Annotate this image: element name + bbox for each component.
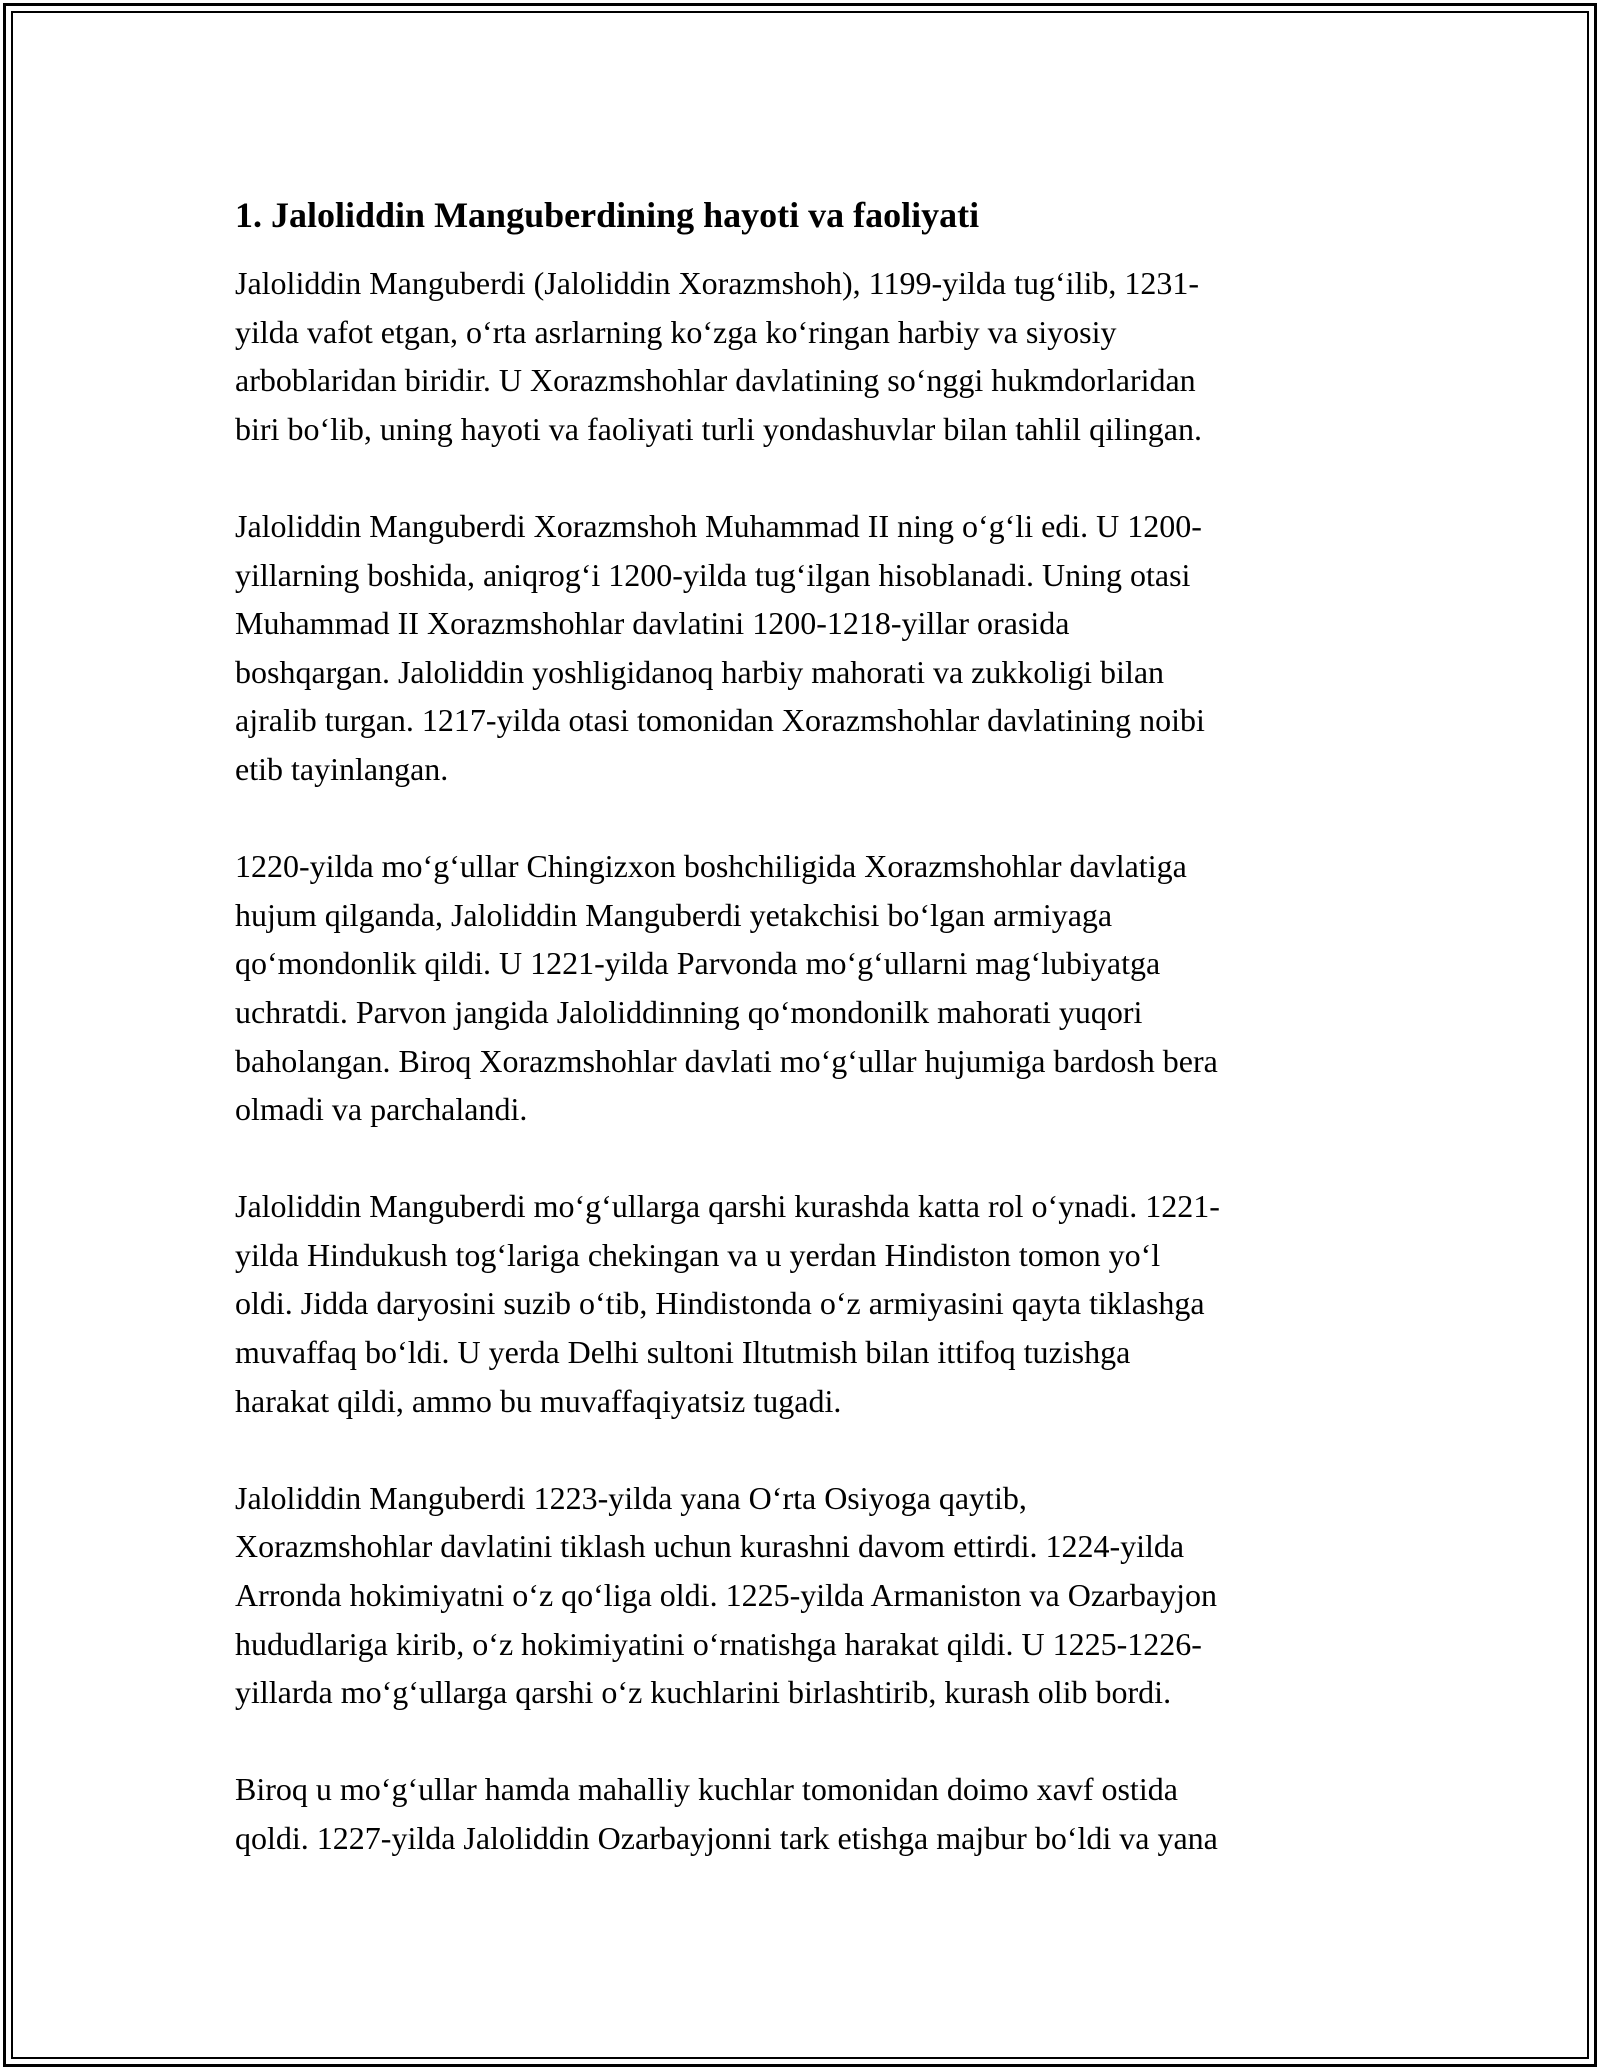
paragraph-line: Jaloliddin Manguberdi mo‘g‘ullarga qarshi kurashda katta rol o‘ynadi. 1221-	[235, 1188, 1220, 1225]
paragraph-line: yillarda mo‘g‘ullarga qarshi o‘z kuchlarini birlashtirib, kurash olib bordi.	[235, 1674, 1172, 1711]
paragraph-line: yilda vafot etgan, o‘rta asrlarning ko‘zga ko‘ringan harbiy va siyosiy	[235, 313, 1117, 350]
paragraph-line: Muhammad II Xorazmshohlar davlatini 1200-1218-yillar orasida	[235, 605, 1070, 642]
paragraph-line: baholangan. Biroq Xorazmshohlar davlati mo‘g‘ullar hujumiga bardosh bera	[235, 1042, 1218, 1079]
paragraph-line: qoldi. 1227-yilda Jaloliddin Ozarbayjonni tark etishga majbur bo‘ldi va yana	[235, 1820, 1218, 1856]
paragraph-line: etib tayinlangan.	[235, 750, 449, 787]
paragraph	[235, 1182, 1375, 1425]
paragraph-line: Jaloliddin Manguberdi 1223-yilda yana O‘rta Osiyoga qaytib,	[235, 1479, 1027, 1516]
paragraph-line: Biroq u mo‘g‘ullar hamda mahalliy kuchlar tomonidan doimo xavf ostida	[235, 1771, 1178, 1808]
paragraph-line: olmadi va parchalandi.	[235, 1091, 528, 1128]
paragraph	[235, 502, 1375, 794]
section-heading: 1. Jaloliddin Manguberdining hayoti va faoliyati	[235, 195, 980, 235]
paragraph-line: Jaloliddin Manguberdi Xorazmshoh Muhammad II ning o‘g‘li edi. U 1200-	[235, 507, 1202, 544]
paragraph-line: harakat qildi, ammo bu muvaffaqiyatsiz tugadi.	[235, 1382, 842, 1419]
paragraph-line: oldi. Jidda daryosini suzib o‘tib, Hindistonda o‘z armiyasini qayta tiklashga	[235, 1285, 1205, 1322]
paragraph-line: boshqargan. Jaloliddin yoshligidanoq harbiy mahorati va zukkoligi bilan	[235, 653, 1165, 690]
paragraph-line: uchratdi. Parvon jangida Jaloliddinning qo‘mondonilk mahorati yuqori	[235, 993, 1143, 1030]
paragraph-line: muvaffaq bo‘ldi. U yerda Delhi sultoni Iltutmish bilan ittifoq tuzishga	[235, 1334, 1131, 1371]
paragraph-line: yilda Hindukush tog‘lariga chekingan va u yerdan Hindiston tomon yo‘l	[235, 1236, 1161, 1273]
paragraph-line: Xorazmshohlar davlatini tiklash uchun kurashni davom ettirdi. 1224-yilda	[235, 1528, 1185, 1565]
document-body	[235, 185, 1375, 1911]
paragraph-line: Jaloliddin Manguberdi (Jaloliddin Xorazmshoh), 1199-yilda tug‘ilib, 1231-	[235, 265, 1199, 301]
paragraph-line: yillarning boshida, aniqrog‘i 1200-yilda tug‘ilgan hisoblanadi. Uning otasi	[235, 556, 1191, 593]
paragraph-line: Arronda hokimiyatni o‘z qo‘liga oldi. 1225-yilda Armaniston va Ozarbayjon	[235, 1577, 1217, 1614]
paragraph-line: hududlariga kirib, o‘z hokimiyatini o‘rnatishga harakat qildi. U 1225-1226-	[235, 1625, 1202, 1662]
paragraph-line: qo‘mondonlik qildi. U 1221-yilda Parvonda mo‘g‘ullarni mag‘lubiyatga	[235, 945, 1161, 982]
paragraph-list	[235, 259, 1375, 1863]
paragraph	[235, 1474, 1375, 1717]
paragraph-line: biri bo‘lib, uning hayoti va faoliyati turli yondashuvlar bilan tahlil qilingan.	[235, 410, 1202, 447]
paragraph-line: hujum qilganda, Jaloliddin Manguberdi yetakchisi bo‘lgan armiyaga	[235, 896, 1113, 933]
paragraph	[235, 259, 1375, 453]
paragraph-line: ajralib turgan. 1217-yilda otasi tomonidan Xorazmshohlar davlatining noibi	[235, 702, 1205, 739]
paragraph	[235, 842, 1375, 1134]
paragraph-line: arboblaridan biridir. U Xorazmshohlar davlatining so‘nggi hukmdorlaridan	[235, 362, 1196, 399]
paragraph-line: 1220-yilda mo‘g‘ullar Chingizxon boshchiligida Xorazmshohlar davlatiga	[235, 848, 1187, 885]
paragraph	[235, 1765, 1375, 1862]
